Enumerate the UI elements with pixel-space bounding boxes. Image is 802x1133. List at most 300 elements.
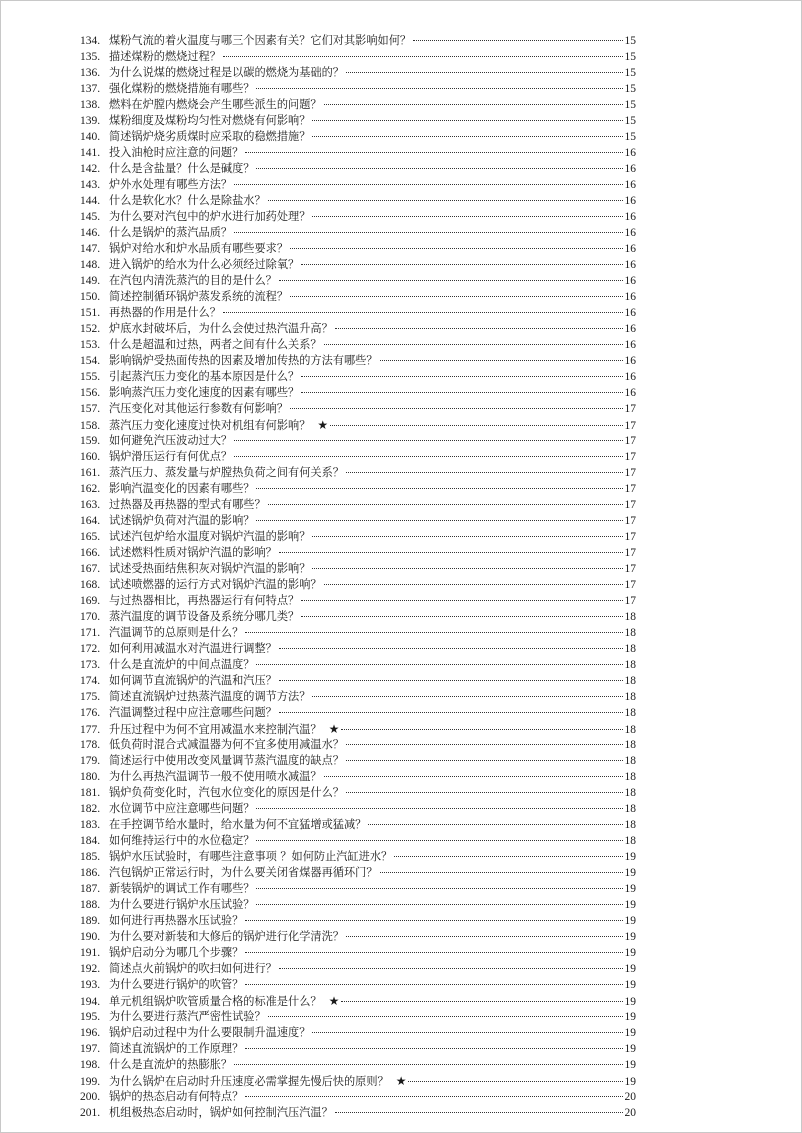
toc-entry-number: 184.	[80, 835, 101, 847]
toc-entry[interactable]	[80, 353, 636, 369]
toc-entry[interactable]	[80, 289, 636, 305]
toc-entry-number: 139.	[80, 115, 101, 127]
toc-entry[interactable]	[80, 849, 636, 865]
toc-entry-title: 蒸汽压力、蒸发量与炉膛热负荷之间有何关系？	[109, 466, 344, 479]
dot-leader	[245, 632, 623, 633]
toc-entry-title: 蒸汽压力变化速度过快对机组有何影响？	[109, 419, 311, 432]
toc-entry-title: 新装锅炉的调试工作有哪些？	[109, 882, 255, 895]
dot-leader	[324, 776, 623, 777]
toc-entry-number: 141.	[80, 147, 101, 159]
toc-entry-number: 183.	[80, 819, 101, 831]
toc-entry-title: 煤粉气流的着火温度与哪三个因素有关？它们对其影响如何？	[109, 34, 412, 47]
toc-entry-page-number: 18	[624, 691, 636, 703]
toc-entry-page-number: 18	[624, 819, 636, 831]
toc-entry[interactable]	[80, 641, 636, 657]
toc-entry-number: 176.	[80, 707, 101, 719]
toc-entry[interactable]	[80, 97, 636, 113]
toc-entry-page-number: 15	[624, 83, 636, 95]
dot-leader	[408, 1081, 623, 1082]
toc-entry[interactable]	[80, 817, 636, 833]
dot-leader	[335, 328, 623, 329]
toc-entry-page-number: 17	[624, 499, 636, 511]
dot-leader	[346, 936, 623, 937]
toc-entry-number: 164.	[80, 515, 101, 527]
toc-entry-page-number: 15	[624, 51, 636, 63]
toc-entry-title: 什么是含盐量？什么是碱度？	[109, 162, 255, 175]
dot-leader	[279, 712, 623, 713]
toc-entry-title: 简述控制循环锅炉蒸发系统的流程？	[109, 290, 289, 303]
toc-entry[interactable]	[80, 161, 636, 177]
toc-entry-number: 161.	[80, 467, 101, 479]
toc-entry-title: 汽温调节的总原则是什么？	[109, 626, 244, 639]
toc-entry-number: 146.	[80, 227, 101, 239]
toc-entry-number: 174.	[80, 675, 101, 687]
dot-leader	[312, 536, 623, 537]
toc-entry-page-number: 16	[624, 307, 636, 319]
toc-entry[interactable]	[80, 897, 636, 913]
toc-entry[interactable]	[80, 193, 636, 209]
toc-entry-title: 试述受热面结焦积灰对锅炉汽温的影响？	[109, 562, 311, 575]
toc-entry-title: 再热器的作用是什么？	[109, 306, 221, 319]
toc-entry[interactable]	[80, 65, 636, 81]
toc-entry-number: 195.	[80, 1011, 101, 1023]
toc-entry[interactable]	[80, 1041, 636, 1057]
toc-entry-page-number: 16	[624, 163, 636, 175]
toc-entry-page-number: 16	[624, 387, 636, 399]
toc-entry[interactable]	[80, 449, 636, 465]
toc-entry-page-number: 15	[624, 131, 636, 143]
dot-leader	[413, 40, 623, 41]
toc-entry[interactable]	[80, 529, 636, 545]
toc-entry[interactable]	[80, 145, 636, 161]
toc-entry-number: 191.	[80, 947, 101, 959]
toc-entry-title: 如何利用减温水对汽温进行调整？	[109, 642, 277, 655]
dot-leader	[394, 856, 623, 857]
toc-entry-title: 为什么锅炉在启动时升压速度必需掌握先慢后快的原则？	[109, 1075, 389, 1088]
toc-entry[interactable]	[80, 545, 636, 561]
toc-entry-title: 简述点火前锅炉的吹扫如何进行？	[109, 962, 277, 975]
toc-entry-page-number: 18	[624, 803, 636, 815]
star-icon: ★	[328, 994, 340, 1008]
dot-leader	[223, 312, 623, 313]
toc-entry-page-number: 17	[624, 595, 636, 607]
toc-entry-title: 试述喷燃器的运行方式对锅炉汽温的影响？	[109, 578, 322, 591]
toc-entry-number: 192.	[80, 963, 101, 975]
toc-entry-title: 煤粉细度及煤粉均匀性对燃烧有何影响？	[109, 114, 311, 127]
toc-entry-title: 简述运行中使用改变风量调节蒸汽温度的缺点？	[109, 754, 344, 767]
toc-entry-number: 152.	[80, 323, 101, 335]
toc-entry-number: 185.	[80, 851, 101, 863]
toc-entry-number: 163.	[80, 499, 101, 511]
toc-entry-title: 机组极热态启动时，锅炉如何控制汽压汽温？	[109, 1106, 333, 1119]
dot-leader	[346, 744, 623, 745]
toc-entry-number: 153.	[80, 339, 101, 351]
toc-entry-number: 177.	[80, 724, 101, 736]
toc-entry-number: 187.	[80, 883, 101, 895]
toc-entry-number: 136.	[80, 67, 101, 79]
toc-entry-title: 单元机组锅炉吹管质量合格的标准是什么？	[109, 995, 322, 1008]
toc-entry-title: 什么是超温和过热，两者之间有什么关系？	[109, 338, 322, 351]
toc-entry-title: 锅炉负荷变化时，汽包水位变化的原因是什么？	[109, 786, 344, 799]
toc-entry-title: 什么是锅炉的蒸汽品质？	[109, 226, 233, 239]
toc-entry-number: 171.	[80, 627, 101, 639]
dot-leader	[335, 1112, 623, 1113]
toc-entry-page-number: 19	[624, 1027, 636, 1039]
toc-entry[interactable]	[80, 49, 636, 65]
toc-entry-title: 燃料在炉膛内燃烧会产生哪些派生的问题？	[109, 98, 322, 111]
toc-entry-title: 汽温调整过程中应注意哪些问题？	[109, 706, 277, 719]
toc-entry-page-number: 20	[624, 1091, 636, 1103]
toc-entry-page-number: 16	[624, 243, 636, 255]
toc-entry-number: 148.	[80, 259, 101, 271]
toc-entry-title: 锅炉滑压运行有何优点？	[109, 450, 233, 463]
toc-entry-number: 154.	[80, 355, 101, 367]
toc-entry[interactable]	[80, 369, 636, 385]
toc-entry[interactable]	[80, 737, 636, 753]
toc-entry-title: 影响锅炉受热面传热的因素及增加传热的方法有哪些？	[109, 354, 378, 367]
toc-entry-title: 为什么再热汽温调节一般不使用喷水减温？	[109, 770, 322, 783]
toc-entry-page-number: 19	[624, 979, 636, 991]
toc-entry-page-number: 17	[624, 483, 636, 495]
dot-leader	[279, 552, 623, 553]
toc-entry-page-number: 18	[624, 627, 636, 639]
toc-entry-page-number: 17	[624, 563, 636, 575]
toc-entry-page-number: 19	[624, 851, 636, 863]
dot-leader	[245, 1048, 623, 1049]
toc-entry[interactable]	[80, 961, 636, 977]
toc-entry-title: 锅炉启动分为哪几个步骤？	[109, 946, 244, 959]
toc-entry-number: 162.	[80, 483, 101, 495]
toc-entry[interactable]	[80, 113, 636, 129]
dot-leader	[301, 616, 623, 617]
dot-leader	[256, 664, 623, 665]
dot-leader	[245, 1096, 623, 1097]
toc-entry-number: 169.	[80, 595, 101, 607]
dot-leader	[324, 104, 623, 105]
toc-entry-number: 142.	[80, 163, 101, 175]
toc-entry-page-number: 17	[624, 451, 636, 463]
toc-entry-title: 与过热器相比，再热器运行有何特点？	[109, 594, 300, 607]
toc-entry-title: 低负荷时混合式减温器为何不宜多使用减温水？	[109, 738, 344, 751]
toc-entry-number: 143.	[80, 179, 101, 191]
dot-leader	[290, 248, 623, 249]
toc-entry[interactable]	[80, 225, 636, 241]
toc-entry-number: 199.	[80, 1076, 101, 1088]
table-of-contents	[80, 33, 636, 1121]
dot-leader	[279, 648, 623, 649]
toc-entry-number: 166.	[80, 547, 101, 559]
toc-entry[interactable]	[80, 1025, 636, 1041]
toc-entry-page-number: 16	[624, 339, 636, 351]
toc-entry-page-number: 19	[624, 1076, 636, 1088]
toc-entry-page-number: 18	[624, 724, 636, 736]
dot-leader	[324, 344, 623, 345]
dot-leader	[256, 88, 623, 89]
toc-entry-title: 什么是直流炉的中间点温度？	[109, 658, 255, 671]
toc-entry[interactable]	[80, 865, 636, 881]
toc-entry-page-number: 18	[624, 707, 636, 719]
toc-entry-title: 如何维持运行中的水位稳定？	[109, 834, 255, 847]
toc-entry-title: 为什么要进行蒸汽严密性试验？	[109, 1010, 266, 1023]
dot-leader	[312, 120, 623, 121]
toc-entry[interactable]	[80, 881, 636, 897]
toc-entry[interactable]	[80, 33, 636, 49]
toc-entry-number: 196.	[80, 1027, 101, 1039]
dot-leader	[380, 360, 623, 361]
toc-entry-title: 什么是软化水？什么是除盐水？	[109, 194, 266, 207]
toc-entry-number: 149.	[80, 275, 101, 287]
dot-leader	[234, 184, 623, 185]
toc-entry-title: 锅炉启动过程中为什么要限制升温速度？	[109, 1026, 311, 1039]
dot-leader	[368, 824, 623, 825]
toc-entry[interactable]	[80, 833, 636, 849]
dot-leader	[256, 904, 623, 905]
dot-leader	[268, 504, 623, 505]
toc-entry[interactable]	[80, 577, 636, 593]
toc-entry-number: 155.	[80, 371, 101, 383]
dot-leader	[223, 56, 623, 57]
toc-entry-title: 在手控调节给水量时，给水量为何不宜猛增或猛减？	[109, 818, 367, 831]
toc-entry-title: 投入油枪时应注意的问题？	[109, 146, 244, 159]
toc-entry-page-number: 18	[624, 643, 636, 655]
toc-entry-page-number: 19	[624, 1011, 636, 1023]
toc-entry-title: 为什么要进行锅炉水压试验？	[109, 898, 255, 911]
toc-entry[interactable]	[80, 1057, 636, 1073]
toc-entry-title: 汽包锅炉正常运行时，为什么要关闭省煤器再循环门？	[109, 866, 378, 879]
toc-entry[interactable]	[80, 129, 636, 145]
dot-leader	[301, 392, 623, 393]
toc-entry[interactable]	[80, 257, 636, 273]
toc-entry-title: 锅炉的热态启动有何特点？	[109, 1090, 244, 1103]
toc-entry-page-number: 18	[624, 835, 636, 847]
toc-entry[interactable]	[80, 977, 636, 993]
toc-entry-number: 158.	[80, 420, 101, 432]
toc-entry-number: 190.	[80, 931, 101, 943]
dot-leader	[290, 296, 623, 297]
toc-entry[interactable]	[80, 721, 636, 737]
toc-entry[interactable]	[80, 705, 636, 721]
toc-entry-number: 165.	[80, 531, 101, 543]
toc-entry-number: 172.	[80, 643, 101, 655]
dot-leader	[312, 216, 623, 217]
toc-entry-title: 引起蒸汽压力变化的基本原因是什么？	[109, 370, 300, 383]
toc-entry[interactable]	[80, 1105, 636, 1121]
dot-leader	[245, 984, 623, 985]
toc-entry[interactable]	[80, 929, 636, 945]
toc-entry-title: 炉外水处理有哪些方法？	[109, 178, 233, 191]
toc-entry-page-number: 19	[624, 1043, 636, 1055]
toc-entry-page-number: 19	[624, 996, 636, 1008]
toc-entry-number: 173.	[80, 659, 101, 671]
toc-entry-title: 什么是直流炉的热膨胀？	[109, 1058, 233, 1071]
toc-entry-page-number: 16	[624, 179, 636, 191]
toc-entry-title: 试述燃料性质对锅炉汽温的影响？	[109, 546, 277, 559]
dot-leader	[290, 408, 623, 409]
toc-entry-page-number: 17	[624, 420, 636, 432]
toc-entry-number: 197.	[80, 1043, 101, 1055]
dot-leader	[330, 425, 623, 426]
toc-entry[interactable]	[80, 513, 636, 529]
dot-leader	[312, 1032, 623, 1033]
toc-entry-title: 强化煤粉的燃烧措施有哪些？	[109, 82, 255, 95]
dot-leader	[256, 808, 623, 809]
toc-entry[interactable]	[80, 993, 636, 1009]
dot-leader	[256, 520, 623, 521]
toc-entry-number: 189.	[80, 915, 101, 927]
toc-entry-title: 试述汽包炉给水温度对锅炉汽温的影响？	[109, 530, 311, 543]
toc-entry-number: 159.	[80, 435, 101, 447]
toc-entry-number: 201.	[80, 1107, 101, 1119]
toc-entry-page-number: 18	[624, 739, 636, 751]
toc-entry-page-number: 16	[624, 275, 636, 287]
toc-entry-title: 简述直流锅炉的工作原理？	[109, 1042, 244, 1055]
dot-leader	[268, 1016, 623, 1017]
dot-leader	[279, 968, 623, 969]
dot-leader	[301, 376, 623, 377]
toc-entry[interactable]	[80, 1089, 636, 1105]
toc-entry-page-number: 19	[624, 867, 636, 879]
toc-entry-title: 进入锅炉的给水为什么必须经过除氧？	[109, 258, 300, 271]
toc-entry-title: 升压过程中为何不宜用减温水来控制汽温？	[109, 723, 322, 736]
toc-entry-title: 如何进行再热器水压试验？	[109, 914, 244, 927]
dot-leader	[234, 456, 623, 457]
toc-entry-page-number: 17	[624, 515, 636, 527]
toc-entry-page-number: 18	[624, 771, 636, 783]
toc-entry-page-number: 19	[624, 899, 636, 911]
dot-leader	[279, 280, 623, 281]
toc-entry[interactable]	[80, 609, 636, 625]
toc-entry[interactable]	[80, 305, 636, 321]
dot-leader	[341, 729, 623, 730]
star-icon: ★	[317, 418, 329, 432]
toc-entry-number: 198.	[80, 1059, 101, 1071]
toc-entry-page-number: 19	[624, 1059, 636, 1071]
toc-entry-page-number: 15	[624, 115, 636, 127]
toc-entry[interactable]	[80, 673, 636, 689]
toc-entry[interactable]	[80, 417, 636, 433]
toc-entry[interactable]	[80, 913, 636, 929]
dot-leader	[245, 920, 623, 921]
dot-leader	[234, 440, 623, 441]
toc-entry-title: 为什么说煤的燃烧过程是以碳的燃烧为基础的？	[109, 66, 344, 79]
toc-entry[interactable]	[80, 321, 636, 337]
toc-entry[interactable]	[80, 945, 636, 961]
toc-entry-page-number: 15	[624, 99, 636, 111]
toc-entry-number: 200.	[80, 1091, 101, 1103]
toc-entry-number: 147.	[80, 243, 101, 255]
toc-entry[interactable]	[80, 209, 636, 225]
toc-entry-title: 描述煤粉的燃烧过程？	[109, 50, 221, 63]
toc-entry[interactable]	[80, 177, 636, 193]
toc-entry-page-number: 16	[624, 195, 636, 207]
dot-leader	[256, 168, 623, 169]
toc-entry[interactable]	[80, 593, 636, 609]
toc-entry[interactable]	[80, 753, 636, 769]
toc-entry-title: 汽压变化对其他运行参数有何影响？	[109, 402, 289, 415]
toc-entry[interactable]	[80, 273, 636, 289]
star-icon: ★	[328, 722, 340, 736]
toc-entry[interactable]	[80, 337, 636, 353]
toc-entry[interactable]	[80, 497, 636, 513]
toc-entry-number: 135.	[80, 51, 101, 63]
toc-entry-title: 试述锅炉负荷对汽温的影响？	[109, 514, 255, 527]
toc-entry-number: 157.	[80, 403, 101, 415]
toc-entry[interactable]	[80, 385, 636, 401]
toc-entry[interactable]	[80, 769, 636, 785]
toc-entry-page-number: 16	[624, 211, 636, 223]
dot-leader	[312, 136, 623, 137]
toc-entry-page-number: 15	[624, 67, 636, 79]
toc-entry-page-number: 17	[624, 547, 636, 559]
toc-entry-number: 160.	[80, 451, 101, 463]
toc-entry-page-number: 18	[624, 611, 636, 623]
dot-leader	[245, 952, 623, 953]
toc-entry-number: 186.	[80, 867, 101, 879]
dot-leader	[256, 888, 623, 889]
toc-entry-title: 如何避免汽压波动过大？	[109, 434, 233, 447]
toc-entry[interactable]	[80, 785, 636, 801]
toc-entry[interactable]	[80, 689, 636, 705]
toc-entry[interactable]	[80, 625, 636, 641]
toc-entry-number: 193.	[80, 979, 101, 991]
dot-leader	[312, 568, 623, 569]
toc-entry[interactable]	[80, 801, 636, 817]
toc-entry[interactable]	[80, 1073, 636, 1089]
toc-entry-number: 178.	[80, 739, 101, 751]
toc-entry-page-number: 16	[624, 291, 636, 303]
toc-entry-title: 水位调节中应注意哪些问题？	[109, 802, 255, 815]
toc-entry[interactable]	[80, 433, 636, 449]
toc-entry-page-number: 15	[624, 35, 636, 47]
dot-leader	[346, 760, 623, 761]
dot-leader	[346, 792, 623, 793]
dot-leader	[324, 584, 623, 585]
dot-leader	[346, 472, 623, 473]
toc-entry-number: 180.	[80, 771, 101, 783]
toc-entry-number: 138.	[80, 99, 101, 111]
toc-entry-number: 194.	[80, 996, 101, 1008]
toc-entry-number: 145.	[80, 211, 101, 223]
toc-entry[interactable]	[80, 481, 636, 497]
toc-entry-title: 为什么要对汽包中的炉水进行加药处理？	[109, 210, 311, 223]
toc-entry-title: 为什么要对新装和大修后的锅炉进行化学清洗？	[109, 930, 344, 943]
toc-entry-title: 锅炉对给水和炉水品质有哪些要求？	[109, 242, 289, 255]
dot-leader	[234, 1064, 623, 1065]
toc-entry[interactable]	[80, 401, 636, 417]
toc-entry-number: 150.	[80, 291, 101, 303]
toc-entry-page-number: 16	[624, 227, 636, 239]
dot-leader	[312, 696, 623, 697]
toc-entry-number: 151.	[80, 307, 101, 319]
toc-entry-number: 168.	[80, 579, 101, 591]
dot-leader	[341, 1001, 623, 1002]
toc-entry[interactable]	[80, 561, 636, 577]
toc-entry-page-number: 17	[624, 435, 636, 447]
toc-entry-title: 在汽包内清洗蒸汽的目的是什么？	[109, 274, 277, 287]
toc-entry[interactable]	[80, 657, 636, 673]
toc-entry-number: 182.	[80, 803, 101, 815]
toc-entry-page-number: 19	[624, 915, 636, 927]
toc-entry[interactable]	[80, 241, 636, 257]
toc-entry-title: 如何调节直流锅炉的汽温和汽压？	[109, 674, 277, 687]
toc-entry[interactable]	[80, 81, 636, 97]
toc-entry[interactable]	[80, 465, 636, 481]
toc-entry-page-number: 19	[624, 931, 636, 943]
toc-entry-page-number: 18	[624, 787, 636, 799]
toc-entry[interactable]	[80, 1009, 636, 1025]
dot-leader	[256, 488, 623, 489]
dot-leader	[279, 680, 623, 681]
